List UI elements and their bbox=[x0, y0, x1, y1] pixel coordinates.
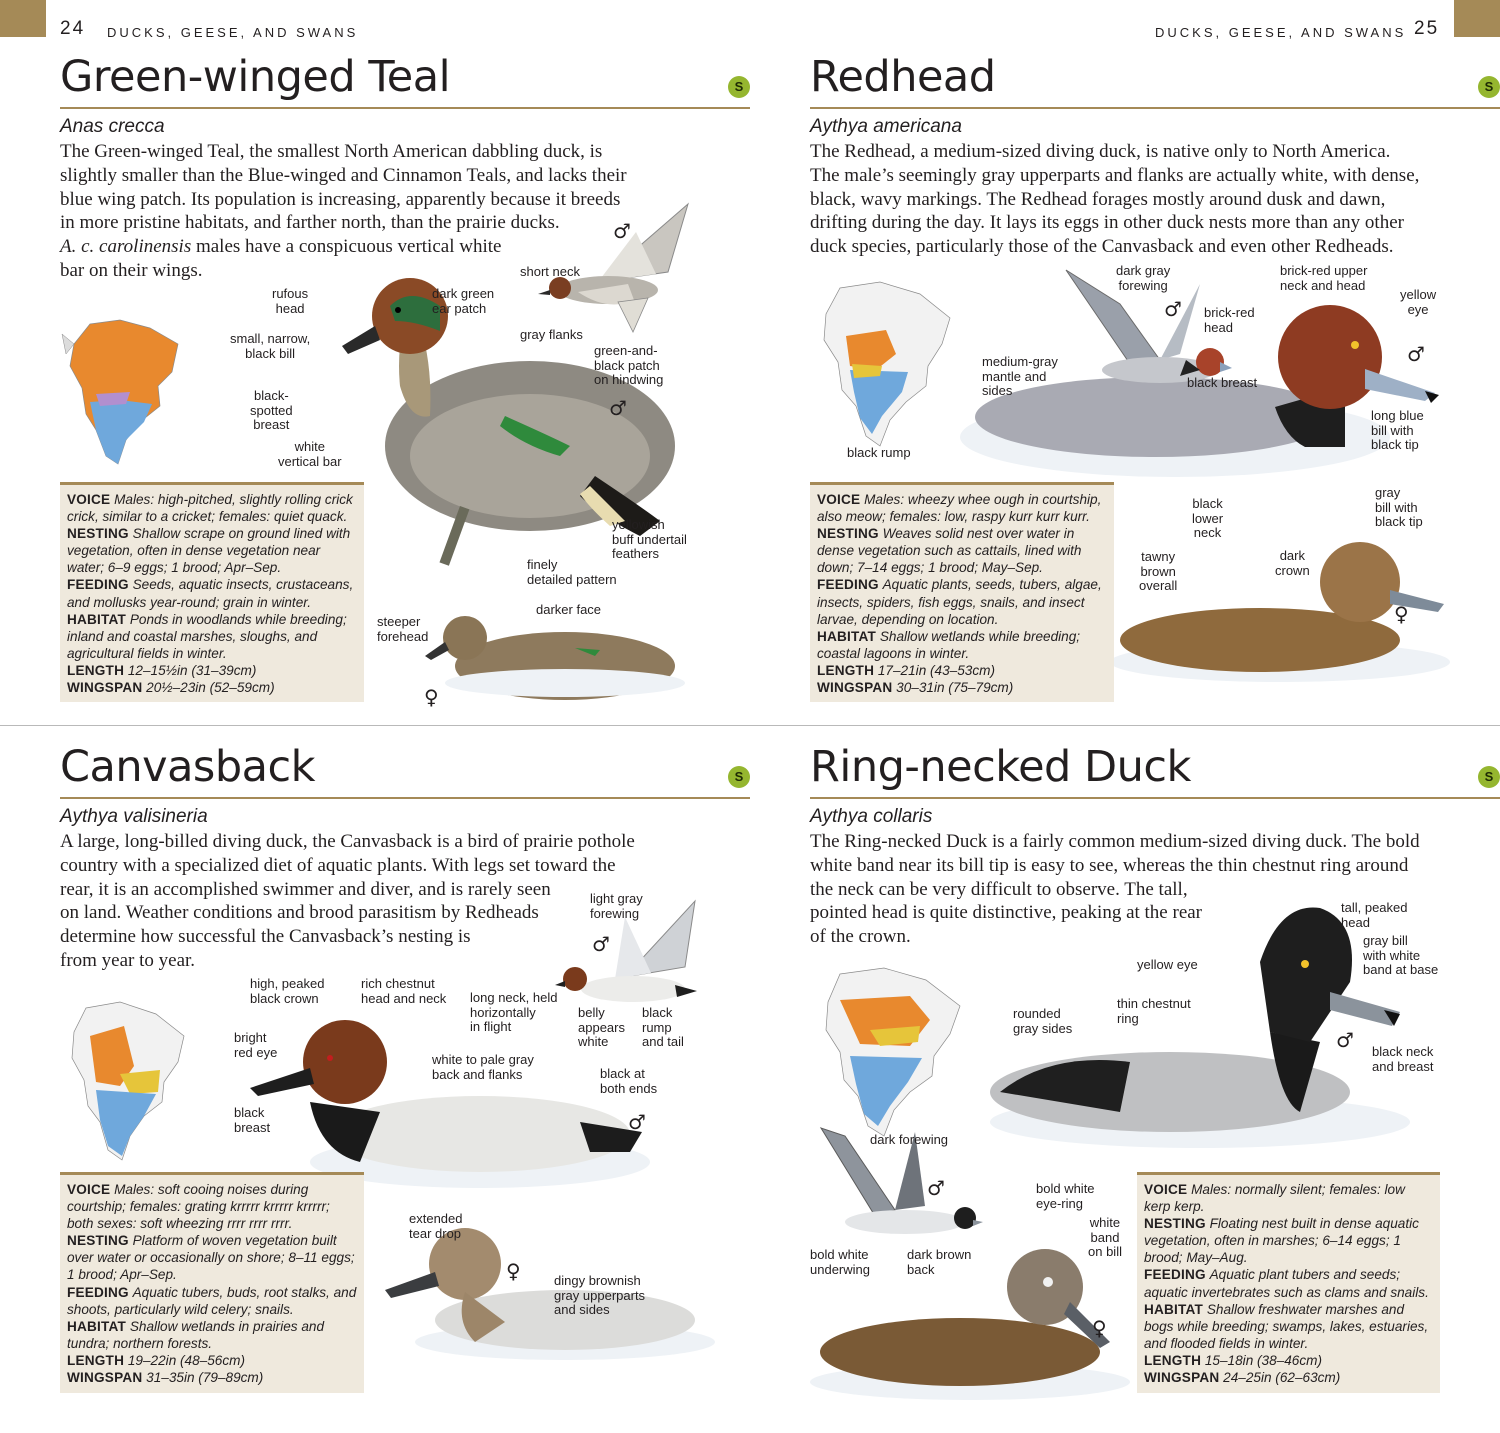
male-symbol-flight: ♂ bbox=[613, 219, 631, 243]
species-redhead bbox=[810, 52, 1500, 752]
label-gray-bill-black-tip: gray bill with black tip bbox=[1375, 485, 1423, 529]
label-bright-red-eye: bright red eye bbox=[234, 1030, 278, 1060]
species-canvasback bbox=[60, 742, 750, 1433]
label-brick-red-head: brick-red head bbox=[1204, 305, 1255, 335]
subspecies-name: A. c. carolinensis bbox=[60, 236, 192, 258]
male-symbol-flight: ♂ bbox=[927, 1176, 945, 1200]
label-dark-gray-forewing: dark gray forewing bbox=[1116, 263, 1171, 293]
label-gray-flanks: gray flanks bbox=[520, 327, 583, 342]
range-map bbox=[60, 314, 190, 474]
species-title: Canvasback bbox=[60, 742, 316, 792]
species-title: Redhead bbox=[810, 52, 996, 102]
latin-name: Aythya americana bbox=[810, 116, 962, 137]
label-black-spotted-breast: black- spotted breast bbox=[250, 388, 293, 432]
species-facts: VOICE Males: normally silent; females: low kerp kerp. NESTING Floating nest built in dense aquatic vegetation, often in marshes; 6–14 eggs; 1 brood; May–Aug. FEEDING Aquatic plant tubers and seeds; aquatic invertebrates such as clams and snails. HABITAT Shallow freshwater marshes and bogs while breeding; swamps, lakes, estuaries, and flooded fields in winter. LENGTH 15–18in (38–46cm) WINGSPAN 24–25in (62–63cm) bbox=[1137, 1172, 1440, 1393]
status-badge: S bbox=[1478, 76, 1500, 98]
title-rule bbox=[810, 797, 1500, 799]
range-map bbox=[810, 274, 960, 454]
latin-name: Anas crecca bbox=[60, 116, 165, 137]
page-number-right: 25 bbox=[1414, 18, 1440, 39]
page-number-left: 24 bbox=[60, 18, 86, 39]
species-facts: VOICE Males: high-pitched, slightly rolling crick crick, similar to a cricket; females: quiet quack. NESTING Shallow scrape on ground lined with vegetation, often in dense vegetation near water; 6–9 eggs; 1 brood; Apr–Sep. FEEDING Seeds, aquatic insects, crustaceans, and mollusks year-round; grain in winter. HABITAT Ponds in woodlands while breeding; inland and coastal marshes, sloughs, and agricultural fields in winter. LENGTH 12–15½in (31–39cm) WINGSPAN 20½–23in (52–59cm) bbox=[60, 482, 364, 702]
status-badge: S bbox=[728, 76, 750, 98]
intro-text: The Green-winged Teal, the smallest North American dabbling duck, is slightly smaller than the Blue-winged and Cinnamon Teals, and lacks their blue wing patch. Its population is increasing, apparently because it breeds in more pristine habitats, and farther north, than the prairie ducks. A. c. carolinensis males have a conspicuous vertical white bar on their wings. bbox=[60, 141, 627, 281]
title-rule bbox=[810, 107, 1500, 109]
label-black-rump-and-tail: black rump and tail bbox=[642, 1005, 684, 1049]
label-black-lower-neck: black lower neck bbox=[1192, 496, 1224, 540]
label-finely-detailed-pattern: finely detailed pattern bbox=[527, 557, 617, 587]
label-black-at-both-ends: black at both ends bbox=[600, 1066, 658, 1096]
label-tawny-brown-overall: tawny brown overall bbox=[1139, 549, 1178, 593]
label-dark-brown-back: dark brown back bbox=[907, 1247, 972, 1277]
label-medium-gray-mantle: medium-gray mantle and sides bbox=[982, 354, 1058, 398]
label-extended-tear-drop: extended tear drop bbox=[409, 1211, 463, 1241]
label-dark-green-ear-patch: dark green ear patch bbox=[432, 286, 495, 316]
label-rich-chestnut-head: rich chestnut head and neck bbox=[361, 976, 447, 1006]
species-green-winged-teal bbox=[60, 52, 750, 752]
male-symbol-flight: ♂ bbox=[1164, 297, 1182, 321]
label-belly-appears-white: belly appears white bbox=[578, 1005, 625, 1049]
label-dark-crown: dark crown bbox=[1275, 548, 1310, 578]
label-dark-forewing: dark forewing bbox=[870, 1132, 949, 1147]
intro-text: The Ring-necked Duck is a fairly common medium-sized diving duck. The bold white band near its bill tip is easy to see, whereas the thin chestnut ring around the neck can be very difficult to observe. The tall, pointed head is quite distinctive, peaking at the rear of the crown. bbox=[810, 831, 1420, 948]
label-long-neck-horizontal: long neck, held horizontally in flight bbox=[470, 990, 558, 1034]
label-yellow-eye: yellow eye bbox=[1137, 957, 1198, 972]
label-light-gray-forewing: light gray forewing bbox=[590, 891, 643, 921]
label-high-peaked-black-crown: high, peaked black crown bbox=[250, 976, 325, 1006]
male-symbol: ♂ bbox=[628, 1110, 646, 1134]
label-green-black-hindwing: green-and- black patch on hindwing bbox=[594, 343, 664, 387]
label-darker-face: darker face bbox=[536, 602, 602, 617]
label-white-band-on-bill: white band on bill bbox=[1088, 1215, 1122, 1259]
running-head-right: DUCKS, GEESE, AND SWANS bbox=[1155, 25, 1407, 40]
label-bold-white-eye-ring: bold white eye-ring bbox=[1036, 1181, 1095, 1211]
running-head-left: DUCKS, GEESE, AND SWANS bbox=[107, 25, 359, 40]
species-ring-necked-duck bbox=[810, 742, 1500, 1433]
label-short-neck: short neck bbox=[520, 264, 580, 279]
label-black-breast: black breast bbox=[234, 1105, 271, 1135]
intro-text: The Redhead, a medium-sized diving duck, is native only to North America. The male’s seemingly gray upperparts and flanks are actually white, with dense, black, wavy markings. The Redhead forages mostly around dusk and dawn, drifting during the day. It lays its eggs in other duck nests more than any other duck species, particularly those of the Canvasback and even other Redheads. bbox=[810, 141, 1420, 258]
title-rule bbox=[60, 107, 750, 109]
label-black-breast: black breast bbox=[1187, 375, 1258, 390]
label-long-blue-bill: long blue bill with black tip bbox=[1371, 408, 1424, 452]
label-yellow-eye: yellow eye bbox=[1400, 287, 1437, 317]
male-symbol: ♂ bbox=[1336, 1028, 1354, 1052]
species-title: Green-winged Teal bbox=[60, 52, 451, 102]
label-black-rump: black rump bbox=[847, 445, 911, 460]
status-badge: S bbox=[1478, 766, 1500, 788]
range-map bbox=[60, 996, 190, 1166]
species-facts: VOICE Males: wheezy whee ough in courtship, also meow; females: low, raspy kurr kurr kurr. NESTING Weaves solid nest over water in dense vegetation such as cattails, lined with down; 7–14 eggs; 1 brood; May–Sep. FEEDING Aquatic plants, seeds, tubers, algae, insects, spiders, fish eggs, snails, and insect larvae, depending on location. HABITAT Shallow wetlands while breeding; coastal lagoons in winter. LENGTH 17–21in (43–53cm) WINGSPAN 30–31in (75–79cm) bbox=[810, 482, 1114, 702]
species-facts: VOICE Males: soft cooing noises during courtship; females: grating krrrrr krrrrr krrrrr; both sexes: soft wheezing rrrr rrrr rrrr. NESTING Platform of woven vegetation built over water or occasionally on shore; 8–11 eggs; 1 brood; Apr–Sep. FEEDING Aquatic tubers, buds, root stalks, and shoots, particularly wild celery; snails. HABITAT Shallow wetlands in prairies and tundra; northern forests. LENGTH 19–22in (48–56cm) WINGSPAN 31–35in (79–89cm) bbox=[60, 1172, 364, 1393]
label-rounded-gray-sides: rounded gray sides bbox=[1013, 1006, 1073, 1036]
female-symbol: ♀ bbox=[506, 1259, 521, 1283]
male-symbol: ♂ bbox=[609, 396, 627, 420]
label-rufous-head: rufous head bbox=[272, 286, 309, 316]
label-thin-chestnut-ring: thin chestnut ring bbox=[1117, 996, 1191, 1026]
male-symbol-flight: ♂ bbox=[592, 932, 610, 956]
species-title: Ring-necked Duck bbox=[810, 742, 1191, 792]
label-yellowish-buff-undertail: yellowish buff undertail feathers bbox=[612, 517, 687, 561]
intro-text: A large, long-billed diving duck, the Canvasback is a bird of prairie pothole country with a specialized diet of aquatic plants. With legs set toward the rear, it is an accomplished swimmer and diver, and is rarely seen on land. Weather conditions and brood parasitism by Redheads determine how successful the Canvasback’s nesting is from year to year. bbox=[60, 831, 635, 971]
label-steeper-forehead: steeper forehead bbox=[377, 614, 429, 644]
label-white-vertical-bar: white vertical bar bbox=[278, 439, 342, 469]
label-brick-red-upper-neck: brick-red upper neck and head bbox=[1280, 263, 1368, 293]
male-symbol: ♂ bbox=[1407, 342, 1425, 366]
title-rule bbox=[60, 797, 750, 799]
label-small-narrow-black-bill: small, narrow, black bill bbox=[230, 331, 311, 361]
status-badge: S bbox=[728, 766, 750, 788]
label-black-neck-breast: black neck and breast bbox=[1372, 1044, 1434, 1074]
female-symbol: ♀ bbox=[1394, 602, 1409, 626]
female-symbol: ♀ bbox=[1092, 1316, 1107, 1340]
latin-name: Aythya collaris bbox=[810, 806, 933, 827]
female-teal-illustration bbox=[425, 608, 695, 708]
label-gray-bill-white-band: gray bill with white band at base bbox=[1363, 933, 1439, 977]
range-map bbox=[810, 960, 970, 1142]
latin-name: Aythya valisineria bbox=[60, 806, 208, 827]
label-tall-peaked-head: tall, peaked head bbox=[1341, 900, 1408, 930]
page-corner-tab-right bbox=[1454, 0, 1500, 37]
label-white-pale-gray-back: white to pale gray back and flanks bbox=[432, 1052, 534, 1082]
page-corner-tab-left bbox=[0, 0, 46, 37]
label-dingy-brownish-gray: dingy brownish gray upperparts and sides bbox=[554, 1273, 646, 1317]
label-bold-white-underwing: bold white underwing bbox=[810, 1247, 870, 1277]
female-symbol: ♀ bbox=[424, 685, 439, 709]
